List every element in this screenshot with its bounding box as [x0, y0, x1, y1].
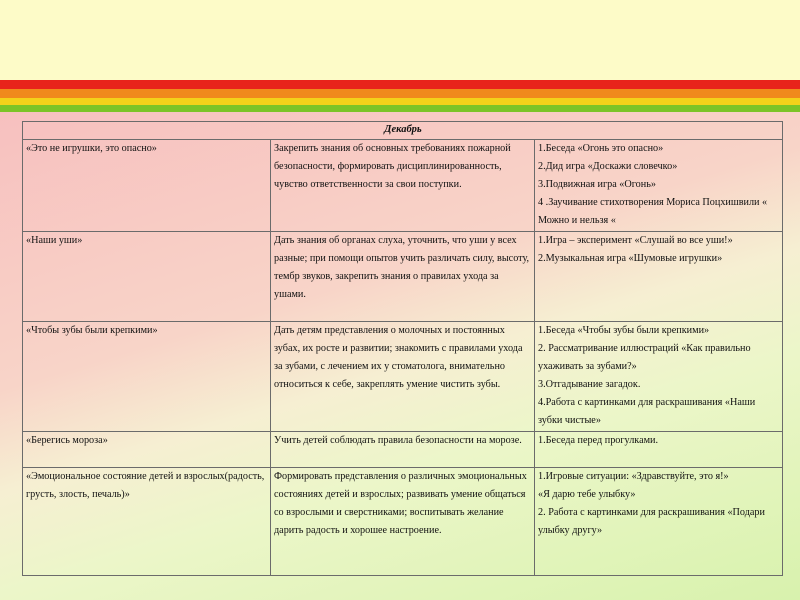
table-row — [23, 232, 783, 322]
table-header-row — [23, 122, 783, 140]
table-row — [23, 140, 783, 232]
activities-cell — [535, 322, 783, 432]
activity-item: 3.Отгадывание загадок. — [538, 379, 641, 390]
activity-item: 2.Музыкальная игра «Шумовые игрушки» — [538, 253, 723, 264]
month-header: Декабрь — [23, 122, 783, 140]
topic-cell: «Чтобы зубы были крепкими» — [23, 322, 271, 432]
goal-cell: Закрепить знания об основных требованиях пожарной безопасности, формировать дисциплинированность, чувство ответственности за свои поступки. — [271, 140, 535, 232]
activity-item: 1.Беседа перед прогулками. — [538, 435, 659, 446]
activity-item: 4.Работа с картинками для раскрашивания «Наши зубки чистые» — [538, 397, 756, 426]
activity-item: «Я дарю тебе улыбку» — [538, 489, 636, 500]
red-stripe — [0, 80, 800, 89]
activity-item: 2.Дид игра «Доскажи словечко» — [538, 161, 678, 172]
activity-item: 1.Беседа «Огонь это опасно» — [538, 143, 664, 154]
schedule-table-container — [22, 121, 782, 584]
activity-item: 3.Подвижная игра «Огонь» — [538, 179, 656, 190]
topic-cell: «Эмоциональное состояние детей и взрослых(радость, грусть, злость, печаль)» — [23, 468, 271, 576]
green-stripe — [0, 105, 800, 112]
activity-item: 2. Работа с картинками для раскрашивания «Подари улыбку другу» — [538, 507, 765, 536]
activities-cell — [535, 232, 783, 322]
goal-cell: Учить детей соблюдать правила безопасности на морозе. — [271, 432, 535, 468]
activity-item: 4 .Заучивание стихотворения Мориса Поцхишвили « Можно и нельзя « — [538, 197, 768, 226]
activity-item: 1.Беседа «Чтобы зубы были крепкими» — [538, 325, 710, 336]
table-row — [23, 432, 783, 468]
goal-cell: Дать знания об органах слуха, уточнить, что уши у всех разные; при помощи опытов учить различать силу, высоту, тембр звуков, закрепить знания о правилах ухода за ушами. — [271, 232, 535, 322]
activity-item: 1.Игровые ситуации: «Здравствуйте, это я!» — [538, 471, 729, 482]
topic-cell: «Наши уши» — [23, 232, 271, 322]
goal-cell: Формировать представления о различных эмоциональных состояниях детей и взрослых; развивать умение общаться со взрослыми и сверстниками; воспитывать желание дарить радость и хорошее настроение. — [271, 468, 535, 576]
slide-top-band — [0, 0, 800, 80]
topic-cell: «Берегись мороза» — [23, 432, 271, 468]
activity-item: 2. Рассматривание иллюстраций «Как правильно ухаживать за зубами?» — [538, 343, 751, 372]
schedule-table — [22, 121, 783, 576]
activity-item: 1.Игра – эксперимент «Слушай во все уши!» — [538, 235, 733, 246]
topic-cell: «Это не игрушки, это опасно» — [23, 140, 271, 232]
table-row — [23, 468, 783, 576]
activities-cell — [535, 140, 783, 232]
activities-cell — [535, 468, 783, 576]
table-row — [23, 322, 783, 432]
activities-cell — [535, 432, 783, 468]
yellow-stripe — [0, 98, 800, 105]
orange-stripe — [0, 89, 800, 98]
goal-cell: Дать детям представления о молочных и постоянных зубах, их росте и развитии; знакомить с правилами ухода за зубами, с лечением их у стоматолога, внимательно относиться к себе, закреплять умение чистить зубы. — [271, 322, 535, 432]
